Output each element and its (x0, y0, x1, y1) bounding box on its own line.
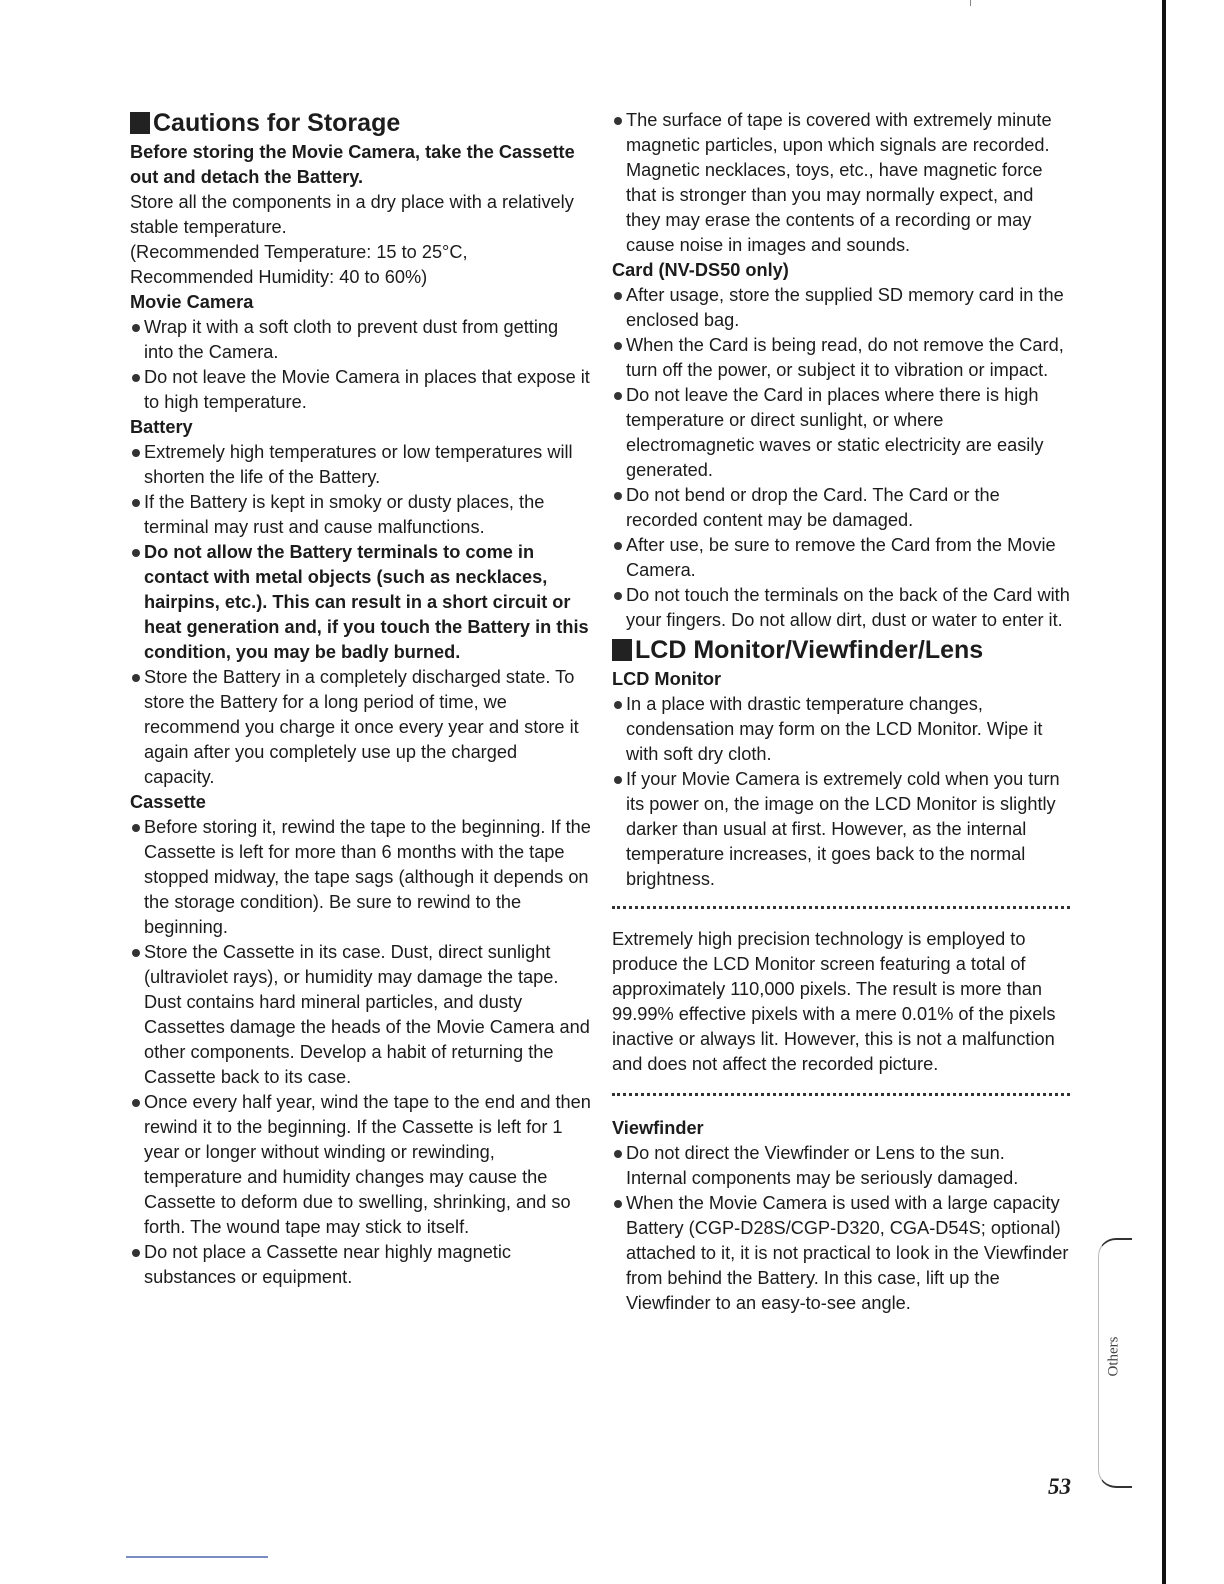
page-edge-rule (1162, 0, 1166, 1584)
list-item (612, 383, 1070, 483)
list-item (612, 283, 1070, 333)
bullet-icon (614, 492, 622, 500)
list-item (612, 767, 1070, 892)
list-item (612, 583, 1070, 633)
list-item (612, 1141, 1070, 1191)
bullet-icon (614, 1200, 622, 1208)
list-item-text: When the Card is being read, do not remove the Card, turn off the power, or subject it to vibration or impact. (626, 335, 1064, 380)
section-square-icon (612, 639, 632, 661)
precision-note: Extremely high precision technology is employed to produce the LCD Monitor screen featuring a total of approximately 110,000 pixels. The result is more than 99.99% effective pixels with a mere 0.01% of the pixels inactive or always lit. However, this is not a malfunction and does not affect the recorded picture. (612, 929, 1056, 1074)
storage-intro: Store all the components in a dry place with a relatively stable temperature. (130, 192, 574, 237)
left-column (130, 108, 592, 1290)
list-item-text: If your Movie Camera is extremely cold when you turn its power on, the image on the LCD Monitor is slightly darker than usual at first. However, as the internal temperature increases, it goes back to the normal brightness. (626, 769, 1060, 889)
bullet-icon (614, 592, 622, 600)
lcd-monitor-list (612, 692, 1070, 892)
subheading-lcd-monitor: LCD Monitor (612, 669, 722, 689)
subheading-viewfinder: Viewfinder (612, 1118, 704, 1138)
cassette-list (130, 815, 592, 1290)
subheading-cassette: Cassette (130, 792, 206, 812)
list-item-text: Do not leave the Card in places where there is high temperature or direct sunlight, or where electromagnetic waves or static electricity are easily generated. (626, 385, 1044, 480)
list-item-text: Store the Battery in a completely discharged state. To store the Battery for a long period of time, we recommend you charge it once every year and store it again after you completely use up the charged capacity. (144, 667, 579, 787)
list-item-text: Wrap it with a soft cloth to prevent dust from getting into the Camera. (144, 317, 559, 362)
bullet-icon (132, 374, 140, 382)
bullet-icon (132, 499, 140, 507)
list-item-text: Do not direct the Viewfinder or Lens to the sun. Internal components may be seriously damaged. (626, 1143, 1019, 1188)
list-item (130, 1240, 592, 1290)
list-item (612, 692, 1070, 767)
bullet-icon (132, 449, 140, 457)
section-title-text: LCD Monitor/Viewfinder/Lens (635, 636, 984, 664)
subheading-card: Card (NV-DS50 only) (612, 260, 789, 280)
subheading-movie-camera: Movie Camera (130, 292, 254, 312)
list-item-text: Do not place a Cassette near highly magnetic substances or equipment. (144, 1242, 511, 1287)
bullet-icon (132, 324, 140, 332)
movie-camera-list (130, 315, 592, 415)
section-square-icon (130, 112, 150, 134)
bullet-icon (614, 392, 622, 400)
bullet-icon (614, 117, 622, 125)
page-number: 53 (1048, 1474, 1071, 1499)
list-item-warning (130, 540, 592, 665)
section-title-storage (130, 108, 592, 138)
list-item (130, 440, 592, 490)
dotted-divider (612, 1093, 1070, 1096)
bullet-icon (132, 1099, 140, 1107)
list-item (130, 1090, 592, 1240)
list-item (130, 940, 592, 1090)
bullet-icon (132, 549, 140, 557)
list-item-text: Do not leave the Movie Camera in places that expose it to high temperature. (144, 367, 590, 412)
list-item-text: Do not touch the terminals on the back of the Card with your fingers. Do not allow dirt, dust or water to enter it. (626, 585, 1070, 630)
list-item-text: Store the Cassette in its case. Dust, direct sunlight (ultraviolet rays), or humidity may damage the tape. Dust contains hard mineral particles, and dusty Cassettes damage the heads of the Movie Camera and other components. Develop a habit of returning the Cassette back to its case. (144, 942, 590, 1087)
bullet-icon (132, 824, 140, 832)
list-item (612, 333, 1070, 383)
bullet-icon (614, 1150, 622, 1158)
storage-lead: Before storing the Movie Camera, take the Cassette out and detach the Battery. (130, 142, 575, 187)
dotted-divider (612, 906, 1070, 909)
list-item (130, 665, 592, 790)
list-item (612, 108, 1070, 258)
list-item-text: Do not allow the Battery terminals to come in contact with metal objects (such as necklaces, hairpins, etc.). This can result in a short circuit or heat generation and, if you touch the Battery in this condition, you may be badly burned. (144, 542, 589, 662)
storage-recommended: (Recommended Temperature: 15 to 25°C, Recommended Humidity: 40 to 60%) (130, 242, 468, 287)
bullet-icon (614, 776, 622, 784)
list-item (130, 365, 592, 415)
bottom-rule (126, 1556, 268, 1558)
tape-list (612, 108, 1070, 258)
list-item-text: If the Battery is kept in smoky or dusty places, the terminal may rust and cause malfunctions. (144, 492, 545, 537)
list-item-text: Once every half year, wind the tape to the end and then rewind it to the beginning. If the Cassette is left for 1 year or longer without winding or rewinding, temperature and humidity changes may cause the Cassette to deform due to swelling, shrinking, and so forth. The wound tape may stick to itself. (144, 1092, 591, 1237)
list-item-text: Before storing it, rewind the tape to the beginning. If the Cassette is left for more than 6 months with the tape stopped midway, the tape sags (although it depends on the storage condition). Be sure to rewind to the beginning. (144, 817, 591, 937)
bullet-icon (132, 1249, 140, 1257)
section-title-text: Cautions for Storage (153, 109, 401, 137)
side-tab (1092, 1236, 1136, 1490)
bullet-icon (614, 292, 622, 300)
top-crop-mark (970, 0, 971, 6)
bullet-icon (614, 342, 622, 350)
list-item-text: When the Movie Camera is used with a large capacity Battery (CGP-D28S/CGP-D320, CGA-D54S; optional) attached to it, it is not practical to look in the Viewfinder from behind the Battery. In this case, lift up the Viewfinder to an easy-to-see angle. (626, 1193, 1069, 1313)
bullet-icon (132, 674, 140, 682)
list-item-text: Do not bend or drop the Card. The Card or the recorded content may be damaged. (626, 485, 1000, 530)
list-item (130, 315, 592, 365)
side-tab-label: Others (1105, 1336, 1122, 1377)
section-title-lcd (612, 635, 1070, 665)
list-item (130, 490, 592, 540)
list-item (612, 533, 1070, 583)
list-item-text: After use, be sure to remove the Card from the Movie Camera. (626, 535, 1056, 580)
bullet-icon (614, 701, 622, 709)
right-column (612, 108, 1070, 1316)
bullet-icon (132, 949, 140, 957)
list-item-text: After usage, store the supplied SD memory card in the enclosed bag. (626, 285, 1064, 330)
bullet-icon (614, 542, 622, 550)
list-item (612, 483, 1070, 533)
card-list (612, 283, 1070, 633)
subheading-battery: Battery (130, 417, 193, 437)
list-item-text: In a place with drastic temperature changes, condensation may form on the LCD Monitor. Wipe it with soft dry cloth. (626, 694, 1043, 764)
list-item-text: The surface of tape is covered with extremely minute magnetic particles, upon which signals are recorded. Magnetic necklaces, toys, etc., have magnetic force that is stronger than you may normally expect, and they may erase the contents of a recording or may cause noise in images and sounds. (626, 110, 1052, 255)
list-item-text: Extremely high temperatures or low temperatures will shorten the life of the Battery. (144, 442, 573, 487)
viewfinder-list (612, 1141, 1070, 1316)
list-item (130, 815, 592, 940)
list-item (612, 1191, 1070, 1316)
battery-list (130, 440, 592, 790)
